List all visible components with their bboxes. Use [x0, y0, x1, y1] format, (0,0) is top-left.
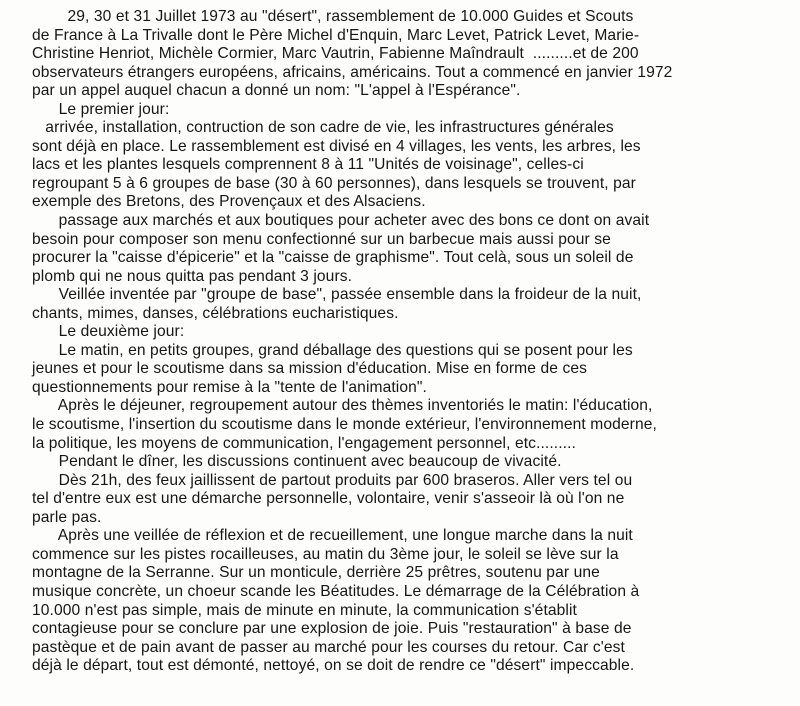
text-line: Veillée inventée par "groupe de base", passée ensemble dans la froideur de la nuit, — [32, 286, 642, 304]
text-line: exemple des Bretons, des Provençaux et des Alsaciens. — [32, 193, 426, 211]
text-line: Après le déjeuner, regroupement autour des thèmes inventoriés le matin: l'éducation, — [32, 397, 653, 415]
text-line: Dès 21h, des feux jaillissent de partout produits par 600 braseros. Aller vers tel ou — [32, 471, 633, 489]
text-line: montagne de la Serranne. Sur un monticule, derrière 25 prêtres, soutenu par une — [32, 564, 600, 582]
text-line: Après une veillée de réflexion et de recueillement, une longue marche dans la nuit — [32, 527, 633, 545]
text-line: Pendant le dîner, les discussions continuent avec beaucoup de vivacité. — [32, 453, 562, 471]
text-line: procurer la "caisse d'épicerie" et la "caisse de graphisme". Tout celà, sous un soleil de — [32, 249, 634, 267]
text-line: passage aux marchés et aux boutiques pour acheter avec des bons ce dont on avait — [32, 212, 650, 230]
text-line: sont déjà en place. Le rassemblement est divisé en 4 villages, les vents, les arbres, les — [32, 137, 641, 155]
text-line: par un appel auquel chacun a donné un nom: "L'appel à l'Espérance". — [32, 82, 521, 100]
document-body-text — [32, 8, 782, 676]
text-line: observateurs étrangers européens, africains, américains. Tout a commencé en janvier 1972 — [32, 63, 673, 81]
text-line: lacs et les plantes lesquels comprennent 8 à 11 "Unités de voisinage", celles-ci — [32, 156, 584, 174]
text-line: Le premier jour: — [32, 100, 170, 118]
text-line: plomb qui ne nous quitta pas pendant 3 jours. — [32, 267, 353, 285]
text-line: déjà le départ, tout est démonté, nettoyé, on se doit de rendre ce "désert" impeccable. — [32, 657, 635, 675]
text-line: 10.000 n'est pas simple, mais de minute en minute, la communication s'établit — [32, 601, 577, 619]
text-line: Christine Henriot, Michèle Cormier, Marc Vautrin, Fabienne Maîndrault .........et de 200 — [32, 45, 639, 63]
text-line: arrivée, installation, contruction de son cadre de vie, les infrastructures générales — [32, 119, 614, 137]
text-line: pastèque et de pain avant de passer au marché pour les courses du retour. Car c'est — [32, 638, 625, 656]
text-line: 29, 30 et 31 Juillet 1973 au "désert", rassemblement de 10.000 Guides et Scouts — [32, 8, 634, 25]
text-line: tel d'entre eux est une démarche personnelle, volontaire, venir s'asseoir là où l'on ne — [32, 490, 625, 508]
text-line: le scoutisme, l'insertion du scoutisme dans le monde extérieur, l'environnement moderne, — [32, 416, 657, 434]
text-line: besoin pour composer son menu confectionné sur un barbecue mais aussi pour se — [32, 230, 611, 248]
text-line: de France à La Trivalle dont le Père Michel d'Enquin, Marc Levet, Patrick Levet, Marie- — [32, 26, 640, 44]
text-line: parle pas. — [32, 508, 102, 526]
text-line: la politique, les moyens de communication, l'engagement personnel, etc......... — [32, 434, 576, 452]
text-line: jeunes et pour le scoutisme dans sa mission d'éducation. Mise en forme de ces — [32, 360, 588, 378]
text-line: regroupant 5 à 6 groupes de base (30 à 60 personnes), dans lesquels se trouvent, par — [32, 174, 636, 192]
text-line: contagieuse pour se conclure par une explosion de joie. Puis "restauration" à base de — [32, 620, 632, 638]
text-line: chants, mimes, danses, célébrations eucharistiques. — [32, 304, 399, 322]
text-line: musique concrète, un choeur scande les Béatitudes. Le démarrage de la Célébration à — [32, 582, 640, 600]
text-line: Le deuxième jour: — [32, 323, 185, 341]
text-line: commence sur les pistes rocailleuses, au matin du 3ème jour, le soleil se lève sur la — [32, 545, 619, 563]
text-line: Le matin, en petits groupes, grand déballage des questions qui se posent pour les — [32, 341, 633, 359]
text-line: questionnements pour remise à la "tente de l'animation". — [32, 378, 427, 396]
